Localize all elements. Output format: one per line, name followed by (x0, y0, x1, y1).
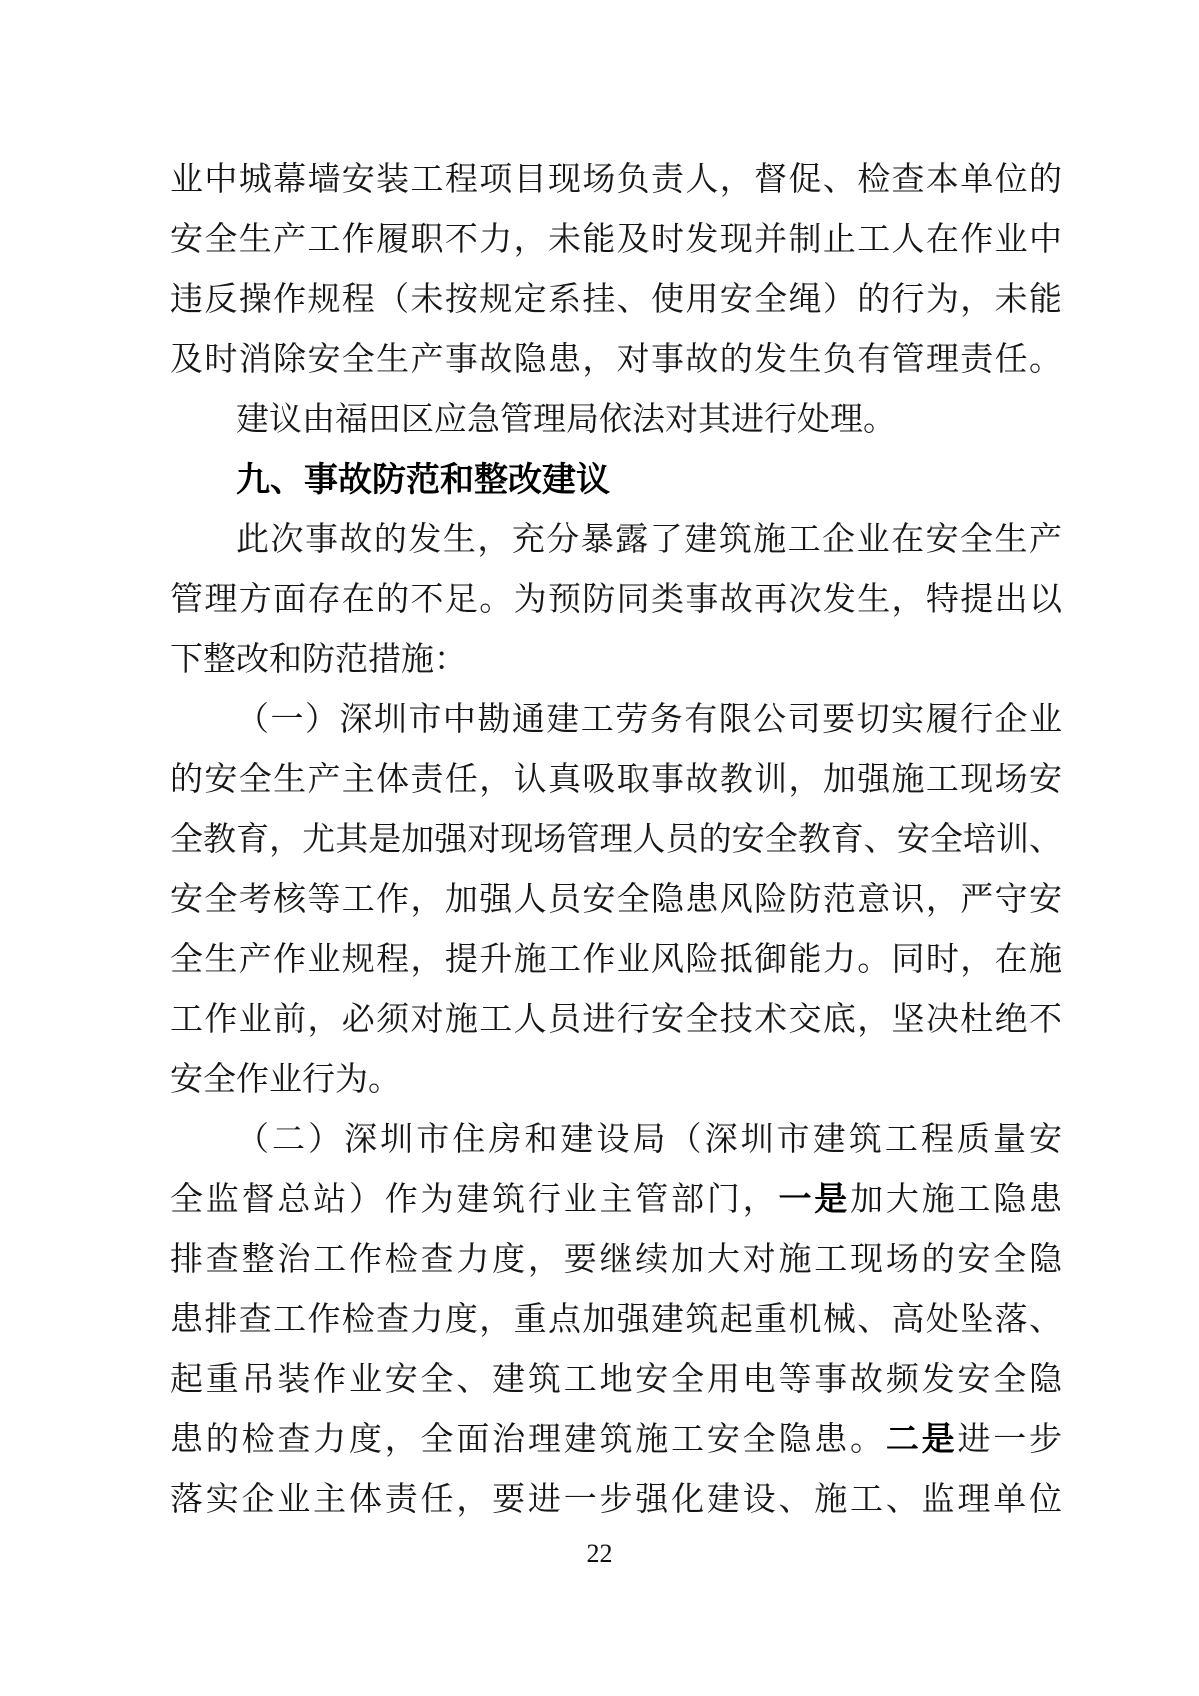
text-line (170, 570, 1062, 630)
text-segment: 违反操作规程（未按规定系挂、使用安全绳）的行为，未能 (170, 282, 1062, 318)
text-line (170, 1410, 1062, 1470)
bold-text-segment: 一是 (778, 1182, 851, 1218)
text-segment: 全教育，尤其是加强对现场管理人员的安全教育、安全培训、 (170, 822, 1062, 858)
text-line (170, 510, 1062, 570)
text-line (170, 1290, 1062, 1350)
text-segment: 患的检查力度，全面治理建筑施工安全隐患。 (170, 1422, 886, 1458)
text-segment: （一）深圳市中勘通建工劳务有限公司要切实履行企业 (236, 702, 1062, 738)
text-line (170, 930, 1062, 990)
text-segment: 的安全生产主体责任，认真吸取事故教训，加强施工现场安 (170, 762, 1062, 798)
text-segment: 全监督总站）作为建筑行业主管部门， (170, 1182, 779, 1218)
text-line (170, 270, 1062, 330)
bold-text-segment: 九、事故防范和整改建议 (236, 461, 610, 499)
text-segment: 下整改和防范措施： (170, 642, 467, 678)
document-body (170, 150, 1062, 1530)
text-segment: 安全生产工作履职不力，未能及时发现并制止工人在作业中 (170, 222, 1062, 258)
text-line (170, 870, 1062, 930)
text-line (170, 690, 1062, 750)
text-line (170, 630, 1062, 690)
text-segment: 业中城幕墙安装工程项目现场负责人，督促、检查本单位的 (170, 162, 1062, 198)
text-line (170, 330, 1062, 390)
text-line (170, 750, 1062, 810)
text-segment: 及时消除安全生产事故隐患，对事故的发生负有管理责任。 (170, 342, 1062, 378)
text-segment: 管理方面存在的不足。为预防同类事故再次发生，特提出以 (170, 582, 1062, 618)
text-segment: 全生产作业规程，提升施工作业风险抵御能力。同时，在施 (170, 942, 1062, 978)
text-segment: 起重吊装作业安全、建筑工地安全用电等事故频发安全隐 (170, 1362, 1062, 1398)
text-segment: 工作业前，必须对施工人员进行安全技术交底，坚决杜绝不 (170, 1002, 1062, 1038)
text-segment: 患排查工作检查力度，重点加强建筑起重机械、高处坠落、 (170, 1302, 1062, 1338)
text-segment: 建议由福田区应急管理局依法对其进行处理。 (236, 402, 896, 438)
text-segment: 安全作业行为。 (170, 1062, 401, 1098)
text-line (170, 1350, 1062, 1410)
text-line (170, 1230, 1062, 1290)
text-line (170, 810, 1062, 870)
text-segment: 排查整治工作检查力度，要继续加大对施工现场的安全隐 (170, 1242, 1062, 1278)
text-line (170, 990, 1062, 1050)
text-line (170, 1050, 1062, 1110)
text-segment: 加大施工隐患 (850, 1182, 1063, 1218)
text-segment: 此次事故的发生，充分暴露了建筑施工企业在安全生产 (236, 522, 1062, 558)
bold-text-segment: 二是 (885, 1422, 958, 1458)
section-heading (170, 450, 1062, 510)
text-segment: 安全考核等工作，加强人员安全隐患风险防范意识，严守安 (170, 882, 1062, 918)
text-line (170, 1170, 1062, 1230)
page-number: 22 (586, 1539, 613, 1568)
text-line (170, 1470, 1062, 1530)
text-line (170, 1110, 1062, 1170)
text-line (170, 210, 1062, 270)
text-segment: （二）深圳市住房和建设局（深圳市建筑工程质量安 (236, 1122, 1062, 1158)
text-segment: 进一步 (957, 1422, 1063, 1458)
text-line (170, 150, 1062, 210)
text-line (170, 390, 1062, 450)
text-segment: 落实企业主体责任，要进一步强化建设、施工、监理单位 (170, 1482, 1062, 1518)
